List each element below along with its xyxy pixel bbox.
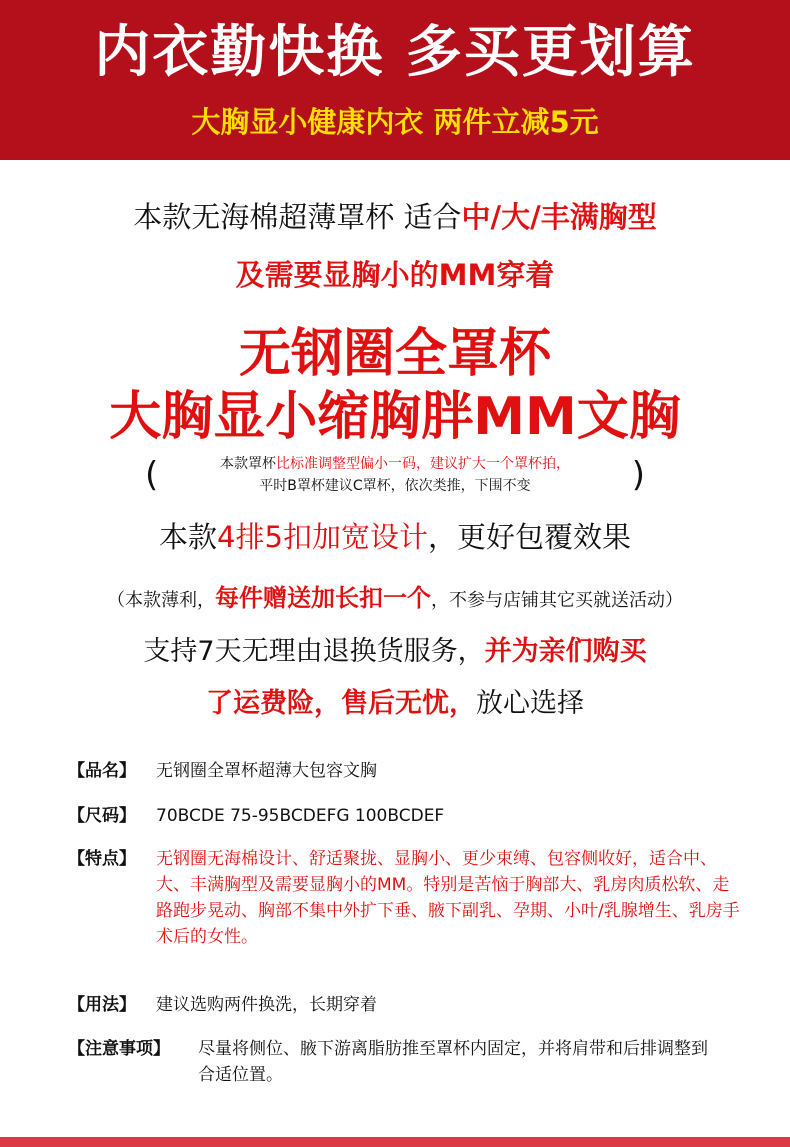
fit-description-text: 本款无海棉超薄罩杯 适合 [133,200,462,234]
size-note-close-paren: ) [631,455,645,495]
spec-label: 【用法】 [68,995,136,1015]
design-line [0,516,790,558]
service-text-2: 放心选择 [476,688,584,719]
design-highlight: 4排5扣加宽设计 [217,520,428,554]
size-note-line-2: 平时B罩杯建议C罩杯，依次类推，下围不变 [259,478,531,494]
spec-value: 无钢圈全罩杯超薄大包容文胸 [156,761,377,781]
gift-prefix: （本款薄利， [107,590,215,611]
spec-value: 尽量将侧位、腋下游离脂肪推至罩杯内固定，并将肩带和后排调整到合适位置。 [198,1039,708,1085]
spec-label: 【尺码】 [68,806,136,826]
headline-line-2: 大胸显小缩胸胖MM文胸 [109,387,681,447]
size-note-prefix: 本款罩杯 [220,456,276,472]
design-suffix: ，更好包覆效果 [427,520,631,554]
spec-value: 无钢圈无海棉设计、舒适聚拢、显胸小、更少束缚、包容侧收好，适合中、大、丰满胸型及需要显胸小的MM。特别是苦恼于胸部大、乳房肉质松软、走路跑步晃动、胸部不集中外扩下垂、腋下副乳、孕期、小叶/乳腺增生、乳房手术后的女性。 [156,849,740,947]
gift-line [0,580,790,619]
service-text: 支持7天无理由退换货服务， [143,636,485,667]
banner-title: 内衣勤快换 多买更划算 [94,20,696,85]
fit-description-line-2: 及需要显胸小的MM穿着 [235,258,555,292]
spec-value: 70BCDE 75-95BCDEFG 100BCDEF [156,806,445,826]
size-note-line-1 [167,454,623,474]
gift-suffix: ，不参与店铺其它买就送活动） [431,590,683,611]
design-prefix: 本款 [159,520,218,554]
service-line-1 [0,632,790,672]
service-line-2 [0,684,790,724]
spec-label: 【品名】 [68,761,136,781]
size-note-open-paren: ( [145,455,159,495]
spec-label: 【注意事项】 [68,1039,170,1059]
fit-description-highlight: 中/大/丰满胸型 [461,200,657,234]
service-highlight: 并为亲们购买 [484,636,647,667]
service-highlight-2: 了运费险，售后无忧， [206,688,476,719]
promo-banner [0,0,790,160]
spec-value: 建议选购两件换洗，长期穿着 [156,995,377,1015]
banner-subtitle: 大胸显小健康内衣 两件立减5元 [191,105,599,139]
headline-line-1: 无钢圈全罩杯 [238,324,551,384]
size-note-highlight: 比标准调整型偏小一码，建议扩大一个罩杯拍， [276,456,570,472]
bottom-divider [0,1137,790,1147]
size-note [145,452,645,498]
gift-highlight: 每件赠送加长扣一个 [215,584,431,612]
fit-description-line-1 [0,196,790,238]
spec-label: 【特点】 [68,849,136,869]
